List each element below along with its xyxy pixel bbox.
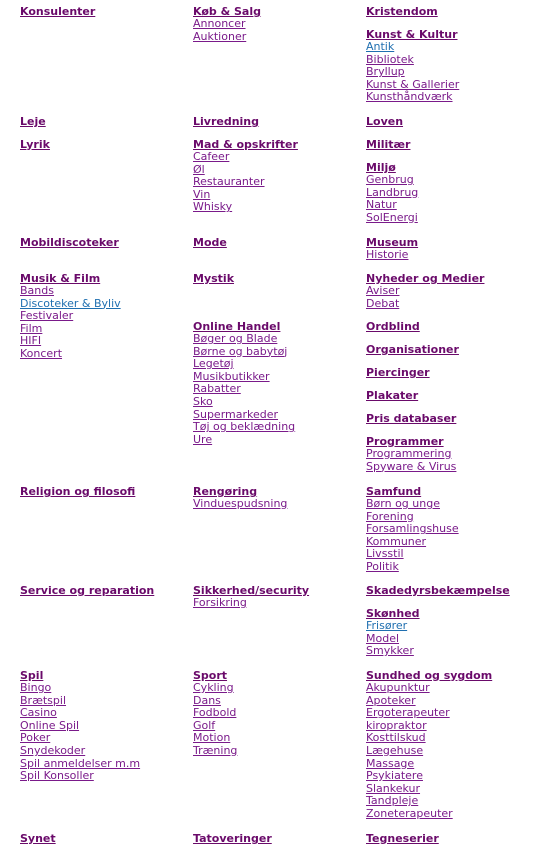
category-mad-opskrifter bbox=[193, 138, 361, 214]
subcategory-link-annoncer[interactable]: Annoncer bbox=[193, 17, 246, 30]
subcategory-link-koncert[interactable]: Koncert bbox=[20, 346, 63, 360]
category-tegneserier bbox=[366, 832, 548, 845]
subcategory-link-hifi[interactable]: HIFI bbox=[20, 334, 42, 348]
subcategory-link-festivaler[interactable]: Festivaler bbox=[20, 309, 74, 323]
category-synet bbox=[20, 832, 188, 845]
subcategory-list bbox=[20, 682, 188, 783]
category-loven bbox=[366, 115, 548, 128]
subcategory-link-akupunktur[interactable]: Akupunktur bbox=[366, 681, 430, 694]
list-item bbox=[366, 91, 548, 104]
subcategory-list bbox=[366, 174, 548, 224]
category-tatoveringer bbox=[193, 832, 361, 845]
subcategory-link-kommuner[interactable]: Kommuner bbox=[366, 534, 427, 548]
list-item bbox=[20, 323, 188, 336]
category-heading-militaer[interactable]: Militær bbox=[366, 138, 411, 151]
subcategory-link-traening[interactable]: Træning bbox=[193, 743, 238, 757]
category-piercinger bbox=[366, 366, 548, 379]
category-heading-miljoe[interactable]: Miljø bbox=[366, 161, 396, 174]
category-heading-pris-databaser[interactable]: Pris databaser bbox=[366, 412, 457, 425]
category-mode bbox=[193, 236, 361, 249]
list-item bbox=[366, 682, 548, 695]
category-mystik bbox=[193, 272, 361, 285]
subcategory-link-fodbold[interactable]: Fodbold bbox=[193, 706, 237, 720]
category-heading-tatoveringer[interactable]: Tatoveringer bbox=[193, 832, 272, 845]
subcategory-link-livsstil[interactable]: Livsstil bbox=[366, 547, 404, 561]
category-livredning bbox=[193, 115, 361, 128]
category-konsulenter bbox=[20, 5, 188, 18]
subcategory-link-boerne-og-babytoej[interactable]: Børne og babytøj bbox=[193, 344, 288, 358]
category-pris-databaser bbox=[366, 412, 548, 425]
subcategory-link-landbrug[interactable]: Landbrug bbox=[366, 185, 419, 199]
list-item bbox=[20, 285, 188, 298]
category-heading-online-handel[interactable]: Online Handel bbox=[193, 320, 281, 333]
category-organisationer bbox=[366, 343, 548, 356]
subcategory-link-ure[interactable]: Ure bbox=[193, 432, 213, 446]
category-heading-rengoering[interactable]: Rengøring bbox=[193, 485, 258, 498]
subcategory-list bbox=[193, 151, 361, 214]
list-item bbox=[193, 682, 361, 695]
category-heading-koeb-salg[interactable]: Køb & Salg bbox=[193, 5, 262, 18]
subcategory-link-kunsthaandvaerk[interactable]: Kunsthåndværk bbox=[366, 90, 453, 104]
category-plakater bbox=[366, 389, 548, 402]
subcategory-link-genbrug[interactable]: Genbrug bbox=[366, 173, 414, 186]
list-item bbox=[366, 620, 548, 633]
category-museum bbox=[366, 236, 548, 262]
category-heading-sikkerhed-security[interactable]: Sikkerhed/security bbox=[193, 584, 310, 597]
subcategory-link-psykiatere[interactable]: Psykiatere bbox=[366, 769, 423, 783]
list-item bbox=[366, 561, 548, 574]
subcategory-link-bands[interactable]: Bands bbox=[20, 284, 54, 297]
list-item bbox=[193, 333, 361, 346]
category-leje bbox=[20, 115, 188, 128]
category-heading-mobildiscoteker[interactable]: Mobildiscoteker bbox=[20, 236, 119, 249]
category-rengoering bbox=[193, 485, 361, 511]
list-item bbox=[366, 174, 548, 187]
subcategory-link-supermarkeder[interactable]: Supermarkeder bbox=[193, 407, 279, 421]
subcategory-link-casino[interactable]: Casino bbox=[20, 706, 57, 720]
subcategory-link-ergoterapeuter[interactable]: Ergoterapeuter bbox=[366, 706, 450, 720]
subcategory-link-laegehuse[interactable]: Lægehuse bbox=[366, 743, 424, 757]
subcategory-link-model[interactable]: Model bbox=[366, 631, 400, 645]
list-item bbox=[193, 358, 361, 371]
category-heading-nyheder-og-medier[interactable]: Nyheder og Medier bbox=[366, 272, 485, 285]
subcategory-list bbox=[366, 41, 548, 104]
list-item bbox=[366, 66, 548, 79]
subcategory-link-vin[interactable]: Vin bbox=[193, 187, 211, 201]
list-item bbox=[193, 434, 361, 447]
subcategory-link-spyware-virus[interactable]: Spyware & Virus bbox=[366, 459, 457, 473]
list-item bbox=[20, 770, 188, 783]
list-item bbox=[193, 31, 361, 44]
subcategory-link-boeger-og-blade[interactable]: Bøger og Blade bbox=[193, 332, 278, 345]
category-heading-livredning[interactable]: Livredning bbox=[193, 115, 260, 128]
list-item bbox=[366, 448, 548, 461]
list-item bbox=[193, 396, 361, 409]
category-heading-mode[interactable]: Mode bbox=[193, 236, 227, 249]
list-item bbox=[366, 523, 548, 536]
category-religion-og-filosofi bbox=[20, 485, 188, 498]
list-item bbox=[193, 707, 361, 720]
category-skadedyrsbekaempelse bbox=[366, 584, 548, 597]
list-item bbox=[193, 597, 361, 610]
subcategory-link-restauranter[interactable]: Restauranter bbox=[193, 175, 265, 189]
subcategory-link-cykling[interactable]: Cykling bbox=[193, 681, 234, 694]
category-mobildiscoteker bbox=[20, 236, 188, 249]
subcategory-link-apoteker[interactable]: Apoteker bbox=[366, 693, 416, 707]
category-miljoe bbox=[366, 161, 548, 224]
category-lyrik bbox=[20, 138, 188, 151]
subcategory-link-discoteker-byliv[interactable]: Discoteker & Byliv bbox=[20, 296, 121, 310]
category-heading-ordblind[interactable]: Ordblind bbox=[366, 320, 420, 333]
subcategory-link-legetoej[interactable]: Legetøj bbox=[193, 357, 234, 371]
list-item bbox=[193, 745, 361, 758]
list-item bbox=[20, 707, 188, 720]
subcategory-link-boern-og-unge[interactable]: Børn og unge bbox=[366, 497, 440, 510]
subcategory-link-natur[interactable]: Natur bbox=[366, 198, 397, 212]
subcategory-link-auktioner[interactable]: Auktioner bbox=[193, 29, 247, 43]
category-heading-plakater[interactable]: Plakater bbox=[366, 389, 419, 402]
list-item bbox=[366, 770, 548, 783]
category-heading-sport[interactable]: Sport bbox=[193, 669, 228, 682]
category-nyheder-og-medier bbox=[366, 272, 548, 310]
subcategory-link-golf[interactable]: Golf bbox=[193, 718, 216, 732]
category-koeb-salg bbox=[193, 5, 361, 43]
subcategory-link-solenergi[interactable]: SolEnergi bbox=[366, 210, 418, 224]
subcategory-link-tandpleje[interactable]: Tandpleje bbox=[366, 794, 419, 808]
category-spil bbox=[20, 669, 188, 783]
subcategory-link-spil-anmeldelser-m-m[interactable]: Spil anmeldelser m.m bbox=[20, 756, 141, 770]
subcategory-link-sko[interactable]: Sko bbox=[193, 394, 213, 408]
list-item bbox=[193, 498, 361, 511]
category-heading-service-og-reparation[interactable]: Service og reparation bbox=[20, 584, 155, 597]
list-item bbox=[366, 645, 548, 658]
list-item bbox=[193, 176, 361, 189]
category-sundhed-og-sygdom bbox=[366, 669, 548, 821]
category-sikkerhed-security bbox=[193, 584, 361, 610]
category-samfund bbox=[366, 485, 548, 574]
category-heading-mystik[interactable]: Mystik bbox=[193, 272, 235, 285]
subcategory-list bbox=[366, 498, 548, 574]
subcategory-link-aviser[interactable]: Aviser bbox=[366, 284, 400, 297]
list-item bbox=[366, 212, 548, 225]
category-online-handel bbox=[193, 320, 361, 446]
subcategory-list bbox=[366, 285, 548, 310]
subcategory-link-kiropraktor[interactable]: kiropraktor bbox=[366, 718, 427, 732]
subcategory-list bbox=[193, 18, 361, 43]
subcategory-list bbox=[366, 448, 548, 473]
category-programmer bbox=[366, 435, 548, 473]
category-musik-film bbox=[20, 272, 188, 361]
category-heading-religion-og-filosofi[interactable]: Religion og filosofi bbox=[20, 485, 136, 498]
list-item bbox=[366, 498, 548, 511]
list-item bbox=[366, 298, 548, 311]
list-item bbox=[193, 151, 361, 164]
subcategory-list bbox=[366, 620, 548, 658]
subcategory-link-bryllup[interactable]: Bryllup bbox=[366, 65, 405, 79]
subcategory-link-poker[interactable]: Poker bbox=[20, 731, 51, 745]
category-heading-musik-film[interactable]: Musik & Film bbox=[20, 272, 101, 285]
subcategory-link-zoneterapeuter[interactable]: Zoneterapeuter bbox=[366, 806, 453, 820]
category-kristendom bbox=[366, 5, 548, 18]
list-item bbox=[20, 348, 188, 361]
category-heading-synet[interactable]: Synet bbox=[20, 832, 56, 845]
subcategory-link-historie[interactable]: Historie bbox=[366, 248, 409, 261]
list-item bbox=[366, 745, 548, 758]
subcategory-link-smykker[interactable]: Smykker bbox=[366, 644, 414, 658]
subcategory-link-slankekur[interactable]: Slankekur bbox=[366, 781, 421, 795]
category-heading-museum[interactable]: Museum bbox=[366, 236, 419, 249]
subcategory-list bbox=[193, 597, 361, 610]
category-sport bbox=[193, 669, 361, 758]
category-heading-samfund[interactable]: Samfund bbox=[366, 485, 422, 498]
category-heading-organisationer[interactable]: Organisationer bbox=[366, 343, 459, 356]
category-heading-mad-opskrifter[interactable]: Mad & opskrifter bbox=[193, 138, 298, 151]
category-heading-kristendom[interactable]: Kristendom bbox=[366, 5, 438, 18]
subcategory-link-debat[interactable]: Debat bbox=[366, 296, 400, 310]
subcategory-link-frisoerer[interactable]: Frisører bbox=[366, 619, 408, 632]
list-item bbox=[366, 285, 548, 298]
subcategory-link-toej-og-beklaedning[interactable]: Tøj og beklædning bbox=[193, 420, 296, 434]
subcategory-link-braetspil[interactable]: Brætspil bbox=[20, 693, 67, 707]
subcategory-link-online-spil[interactable]: Online Spil bbox=[20, 718, 80, 732]
subcategory-link-dans[interactable]: Dans bbox=[193, 693, 221, 707]
category-heading-sundhed-og-sygdom[interactable]: Sundhed og sygdom bbox=[366, 669, 493, 682]
subcategory-link-oel[interactable]: Øl bbox=[193, 162, 205, 176]
subcategory-link-kosttilskud[interactable]: Kosttilskud bbox=[366, 731, 426, 745]
subcategory-link-forsamlingshuse[interactable]: Forsamlingshuse bbox=[366, 522, 459, 536]
list-item bbox=[366, 461, 548, 474]
category-heading-kunst-kultur[interactable]: Kunst & Kultur bbox=[366, 28, 458, 41]
subcategory-link-spil-konsoller[interactable]: Spil Konsoller bbox=[20, 769, 94, 783]
category-heading-programmer[interactable]: Programmer bbox=[366, 435, 444, 448]
category-service-og-reparation bbox=[20, 584, 188, 597]
category-skoenhed bbox=[366, 607, 548, 658]
subcategory-link-kunst-gallerier[interactable]: Kunst & Gallerier bbox=[366, 77, 460, 91]
subcategory-link-cafeer[interactable]: Cafeer bbox=[193, 150, 230, 163]
subcategory-link-forsikring[interactable]: Forsikring bbox=[193, 596, 247, 609]
list-item bbox=[193, 18, 361, 31]
category-militaer bbox=[366, 138, 548, 151]
subcategory-link-antik[interactable]: Antik bbox=[366, 40, 395, 53]
subcategory-link-forening[interactable]: Forening bbox=[366, 509, 414, 523]
subcategory-link-whisky[interactable]: Whisky bbox=[193, 200, 233, 214]
list-item bbox=[193, 421, 361, 434]
list-item bbox=[20, 745, 188, 758]
category-kunst-kultur bbox=[366, 28, 548, 104]
list-item bbox=[366, 707, 548, 720]
category-heading-tegneserier[interactable]: Tegneserier bbox=[366, 832, 439, 845]
list-item bbox=[193, 383, 361, 396]
subcategory-link-programmering[interactable]: Programmering bbox=[366, 447, 452, 460]
subcategory-list bbox=[193, 682, 361, 758]
category-ordblind bbox=[366, 320, 548, 333]
subcategory-link-politik[interactable]: Politik bbox=[366, 559, 399, 573]
category-heading-spil[interactable]: Spil bbox=[20, 669, 44, 682]
list-item bbox=[366, 41, 548, 54]
category-heading-leje[interactable]: Leje bbox=[20, 115, 46, 128]
subcategory-link-rabatter[interactable]: Rabatter bbox=[193, 382, 241, 396]
subcategory-link-motion[interactable]: Motion bbox=[193, 731, 231, 745]
category-heading-skoenhed[interactable]: Skønhed bbox=[366, 607, 420, 620]
category-heading-skadedyrsbekaempelse[interactable]: Skadedyrsbekæmpelse bbox=[366, 584, 510, 597]
category-heading-piercinger[interactable]: Piercinger bbox=[366, 366, 430, 379]
subcategory-list bbox=[366, 249, 548, 262]
list-item bbox=[366, 249, 548, 262]
list-item bbox=[193, 201, 361, 214]
subcategory-link-massage[interactable]: Massage bbox=[366, 756, 415, 770]
subcategory-link-snydekoder[interactable]: Snydekoder bbox=[20, 743, 86, 757]
subcategory-link-bingo[interactable]: Bingo bbox=[20, 681, 52, 694]
subcategory-link-film[interactable]: Film bbox=[20, 321, 43, 335]
subcategory-link-musikbutikker[interactable]: Musikbutikker bbox=[193, 369, 270, 383]
subcategory-list bbox=[193, 333, 361, 446]
list-item bbox=[20, 310, 188, 323]
list-item bbox=[20, 682, 188, 695]
subcategory-list bbox=[366, 682, 548, 821]
subcategory-link-vinduespudsning[interactable]: Vinduespudsning bbox=[193, 497, 288, 510]
subcategory-list bbox=[20, 285, 188, 361]
subcategory-list bbox=[193, 498, 361, 511]
category-heading-konsulenter[interactable]: Konsulenter bbox=[20, 5, 96, 18]
category-heading-lyrik[interactable]: Lyrik bbox=[20, 138, 50, 151]
category-heading-loven[interactable]: Loven bbox=[366, 115, 404, 128]
list-item bbox=[366, 808, 548, 821]
subcategory-link-bibliotek[interactable]: Bibliotek bbox=[366, 52, 414, 66]
list-item bbox=[366, 199, 548, 212]
